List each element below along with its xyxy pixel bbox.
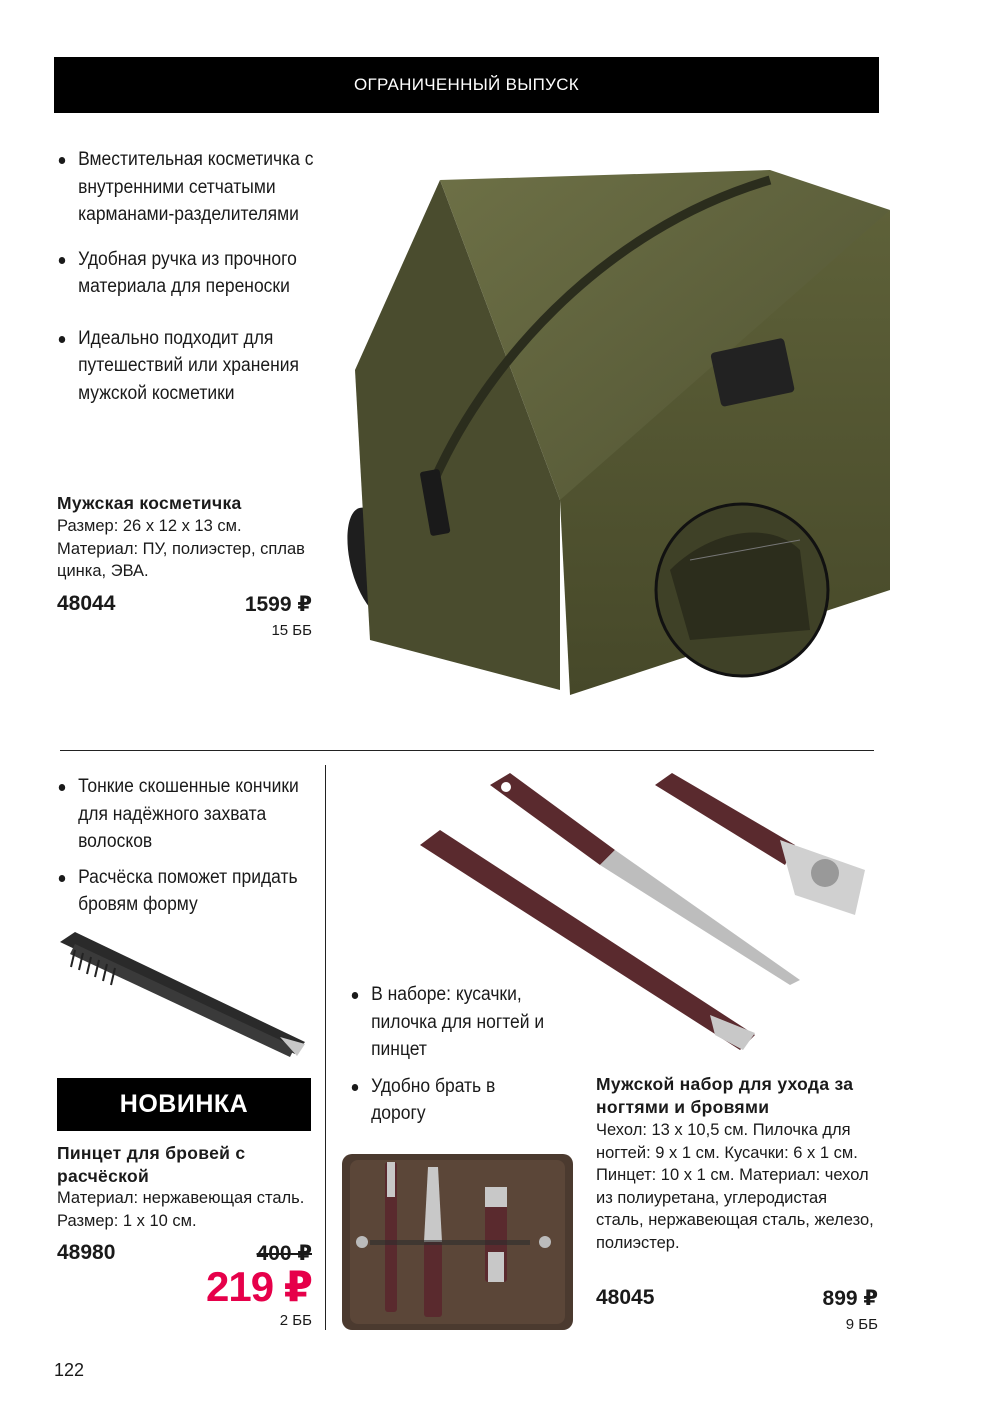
nail-set-price: 899 ₽: [822, 1287, 878, 1310]
limited-edition-banner: [54, 57, 879, 113]
section-divider: [60, 750, 874, 751]
bag-bb-points: 15 ББ: [271, 622, 312, 639]
bag-feature-list: [56, 146, 323, 407]
bag-description: Размер: 26 x 12 x 13 см. Материал: ПУ, полиэстер, сплав цинка, ЭВА.: [57, 517, 305, 580]
new-badge: [57, 1078, 311, 1131]
nail-set-title: Мужской набор для ухода за ногтями и бровями: [596, 1074, 854, 1117]
nail-set-bullet-2: Удобно брать в дорогу: [349, 1073, 551, 1128]
bag-bullet-2: Удобная ручка из прочного материала для переноски: [56, 246, 323, 301]
toiletry-bag-image: [330, 170, 900, 710]
tweezers-description: Материал: нержавеющая сталь. Размер: 1 x 10 см.: [57, 1189, 305, 1230]
tweezers-bullet-1: Тонкие скошенные кончики для надёжного захвата волосков: [56, 773, 332, 856]
nail-set-feature-list: [349, 981, 551, 1128]
bag-title: Мужская косметичка: [57, 493, 242, 513]
tweezers-code: 48980: [57, 1241, 116, 1264]
nail-set-bb-points: 9 ББ: [845, 1316, 878, 1333]
nail-set-description: Чехол: 13 x 10,5 см. Пилочка для ногтей: 9 x 1 см. Кусачки: 6 x 1 см. Пинцет: 10 x 1 см. Материал: чехол из полиуретана, углеродистая сталь, нержавеющая сталь, железо, полиэстер.: [596, 1121, 874, 1252]
tweezers-title: Пинцет для бровей с расчёской: [57, 1143, 246, 1186]
tweezers-sale-price: 219 ₽: [206, 1263, 312, 1310]
tweezers-feature-list: [56, 773, 332, 919]
tweezers-bb-points: 2 ББ: [279, 1312, 312, 1329]
nail-set-code: 48045: [596, 1286, 655, 1309]
new-badge-label: НОВИНКА: [119, 1090, 249, 1118]
banner-title: ОГРАНИЧЕННЫЙ ВЫПУСК: [354, 75, 579, 94]
tweezers-bullet-2: Расчёска поможет придать бровям форму: [56, 864, 332, 919]
page-number: 122: [54, 1360, 85, 1380]
bag-code: 48044: [57, 592, 116, 615]
bag-price: 1599 ₽: [244, 593, 312, 616]
bag-bullet-3: Идеально подходит для путешествий или хранения мужской косметики: [56, 325, 323, 408]
nail-set-case-image: [340, 1152, 575, 1332]
tweezers-old-price: 400 ₽: [256, 1242, 312, 1265]
nail-set-bullet-1: В наборе: кусачки, пилочка для ногтей и пинцет: [349, 981, 551, 1064]
tweezers-image: [55, 932, 310, 1062]
bag-bullet-1: Вместительная косметичка с внутренними сетчатыми карманами-разделителями: [56, 146, 323, 229]
